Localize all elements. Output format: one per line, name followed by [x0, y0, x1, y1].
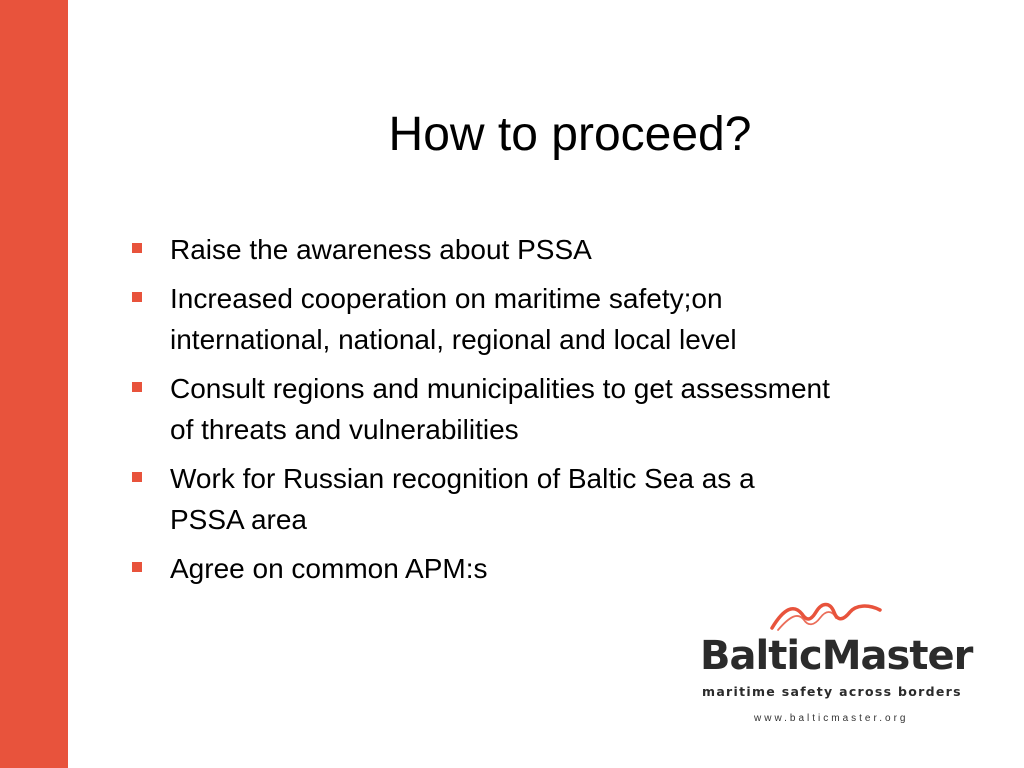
bullet-text-line: Consult regions and municipalities to get assessment [170, 373, 830, 404]
bullet-text-line: Raise the awareness about PSSA [170, 234, 592, 265]
bullet-list [128, 229, 1008, 597]
wave-logo-icon [764, 600, 884, 634]
bullet-text-line: Work for Russian recognition of Baltic Sea as a [170, 463, 755, 494]
left-accent-band [0, 0, 68, 768]
logo-wordmark: BalticMaster [700, 633, 973, 679]
bullet-item [128, 229, 1008, 270]
square-bullet-icon [132, 292, 142, 302]
website-url: www.balticmaster.org [754, 713, 909, 724]
bullet-item [128, 368, 1008, 450]
bullet-item [128, 278, 1008, 360]
square-bullet-icon [132, 382, 142, 392]
bullet-text-line: PSSA area [170, 504, 307, 535]
square-bullet-icon [132, 472, 142, 482]
slide-title: How to proceed? [388, 108, 752, 161]
square-bullet-icon [132, 562, 142, 572]
logo-tagline: maritime safety across borders [702, 684, 962, 699]
bullet-text-line: of threats and vulnerabilities [170, 414, 519, 445]
balticmaster-logo [700, 600, 973, 740]
bullet-item [128, 548, 1008, 589]
bullet-text-line: Agree on common APM:s [170, 553, 488, 584]
bullet-item [128, 458, 1008, 540]
square-bullet-icon [132, 243, 142, 253]
bullet-text-line: Increased cooperation on maritime safety;on [170, 283, 723, 314]
bullet-text-line: international, national, regional and local level [170, 324, 737, 355]
